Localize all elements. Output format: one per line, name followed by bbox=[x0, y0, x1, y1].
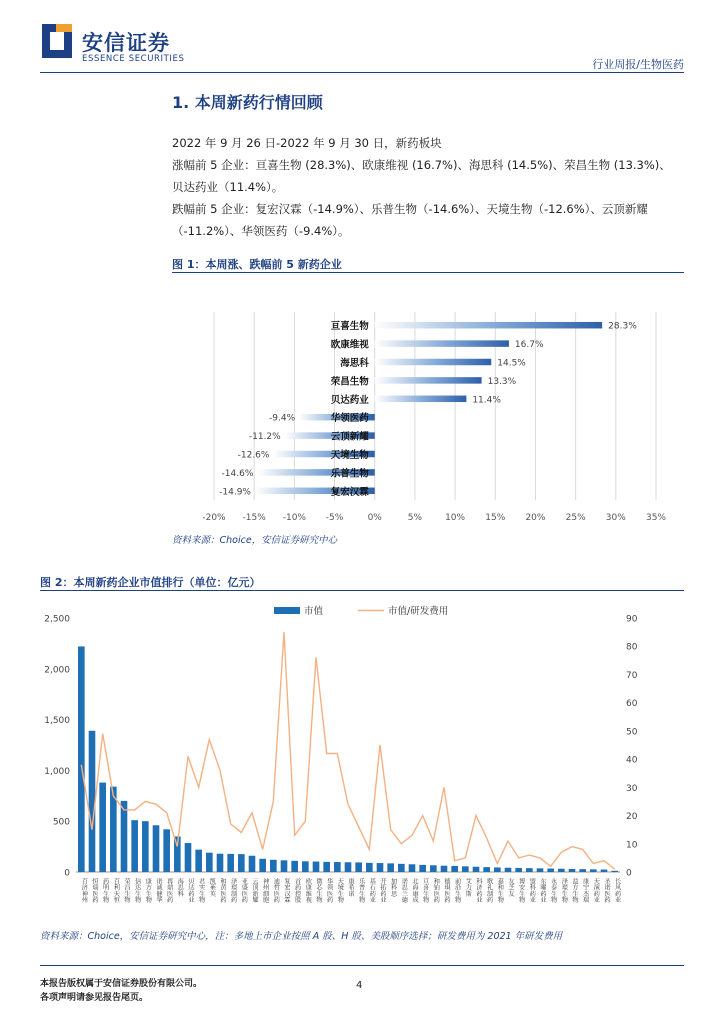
chart2-bar bbox=[494, 867, 501, 872]
chart2-bar bbox=[505, 868, 512, 872]
chart2-bar bbox=[89, 731, 96, 872]
chart2-bar bbox=[334, 862, 341, 872]
chart2-category-label: 圣诺医药 bbox=[603, 878, 610, 903]
chart2-right-tick: 80 bbox=[626, 642, 638, 653]
chart2-bar bbox=[419, 865, 426, 872]
chart2-bar bbox=[281, 860, 288, 872]
figure2-source: 资料来源：Choice，安信证券研究中心，注：多地上市企业按照 A 股、H 股、美股顺序选择；研发费用为 2021 年研发费用 bbox=[40, 931, 563, 942]
chart2-right-tick: 50 bbox=[626, 727, 638, 738]
chart1-category-label: 海思科 bbox=[340, 358, 369, 369]
chart1-category-label: 荣昌生物 bbox=[330, 376, 369, 388]
chart2-category-label: 百济神州 bbox=[80, 878, 88, 903]
chart2-category-label: 信达生物 bbox=[133, 878, 141, 903]
chart2-bar bbox=[537, 868, 544, 872]
chart2-category-label: 云顶新耀 bbox=[251, 878, 258, 903]
paragraph-gainers-2: 贝达药业（11.4%）。 bbox=[172, 180, 284, 194]
chart2-category-label: 荣昌生物 bbox=[123, 878, 130, 903]
chart2-left-tick: 1,000 bbox=[44, 766, 70, 777]
chart2-category-label: 友芝友 bbox=[507, 878, 514, 897]
chart2-category-label: 诺思兰德 bbox=[400, 878, 408, 903]
chart2-bar bbox=[217, 854, 224, 872]
chart2-left-tick: 2,000 bbox=[44, 665, 70, 676]
figure1-divider bbox=[172, 272, 684, 273]
figure1-source: 资料来源：Choice，安信证券研究中心 bbox=[172, 535, 338, 546]
chart2-category-label: 康方生物 bbox=[144, 878, 152, 903]
chart1-category-label: 亘喜生物 bbox=[330, 321, 369, 333]
chart2-bar bbox=[483, 867, 490, 872]
chart2-bar bbox=[270, 860, 277, 872]
chart2-category-label: 迪哲医药 bbox=[272, 878, 280, 903]
chart2-bar bbox=[601, 870, 608, 872]
chart2-bar bbox=[78, 646, 85, 872]
chart1-x-tick: 30% bbox=[605, 513, 626, 523]
chart1-x-tick: -5% bbox=[325, 513, 344, 523]
chart1-category-label: 欧康维视 bbox=[330, 339, 369, 351]
chart2-right-tick: 30 bbox=[626, 783, 638, 794]
header-divider bbox=[40, 72, 684, 73]
chart1-value-label: -9.4% bbox=[269, 413, 296, 424]
chart2-category-label: 亘喜生物 bbox=[421, 878, 429, 903]
chart2-category-label: 基石药业 bbox=[368, 878, 376, 903]
chart2-bar bbox=[355, 862, 362, 872]
chart2-bar bbox=[323, 862, 330, 872]
chart1-x-tick: -10% bbox=[282, 513, 306, 523]
chart2-category-label: 华领医药 bbox=[325, 878, 333, 903]
chart2-bar bbox=[515, 868, 522, 872]
chart2-category-label: 欧康维视 bbox=[304, 878, 312, 903]
chart1-bar bbox=[375, 359, 492, 366]
chart2-category-label: 艾力斯 bbox=[464, 878, 472, 897]
chart2-category-label: 北海康成 bbox=[411, 878, 418, 903]
chart2-bar bbox=[579, 869, 586, 872]
paragraph-date: 2022 年 9 月 26 日-2022 年 9 月 30 日，新药板块 bbox=[172, 136, 442, 150]
chart2-category-label: 凯莱英 bbox=[208, 878, 216, 897]
chart2-bar bbox=[185, 843, 192, 872]
chart2-right-tick: 70 bbox=[626, 670, 638, 681]
chart2-category-label: 和黄医药 bbox=[219, 878, 226, 903]
figure2-title: 图 2：本周新药企业市值排行（单位：亿元） bbox=[40, 576, 261, 589]
chart2-category-label: 前沿生物 bbox=[453, 878, 461, 903]
chart1-category-label: 云顶新耀 bbox=[330, 431, 369, 443]
figure2-divider bbox=[40, 590, 684, 591]
chart1-x-tick: 35% bbox=[645, 513, 667, 523]
chart2-bar bbox=[611, 871, 618, 872]
paragraph-gainers-1: 涨幅前 5 企业：亘喜生物 (28.3%)、欧康维视 (16.7%)、海思科 (14.5%)、荣昌生物 (13.3%)、 bbox=[172, 158, 671, 172]
chart2-category-label: 泽璟制药 bbox=[229, 878, 237, 903]
chart2-bar bbox=[238, 854, 245, 872]
chart1-category-label: 乐普生物 bbox=[330, 468, 369, 480]
page-number: 4 bbox=[356, 980, 363, 991]
chart2-right-tick: 40 bbox=[626, 755, 638, 766]
chart2-category-label: 和铂医药 bbox=[432, 878, 440, 903]
chart2-bar bbox=[249, 856, 256, 872]
chart1-category-label: 天境生物 bbox=[330, 450, 369, 461]
chart1-category-label: 华领医药 bbox=[330, 413, 369, 425]
chart2-category-label: 恒瑞医药 bbox=[91, 878, 98, 903]
chart1-value-label: 28.3% bbox=[608, 321, 637, 332]
chart2-bar bbox=[259, 859, 266, 872]
chart1-x-tick: 10% bbox=[445, 513, 466, 523]
chart1-x-tick: 5% bbox=[407, 513, 423, 523]
chart2-bar bbox=[345, 862, 352, 872]
chart2-bar bbox=[558, 869, 565, 872]
chart1-value-label: -11.2% bbox=[248, 432, 281, 443]
chart1-value-label: 14.5% bbox=[497, 358, 526, 369]
chart1-category-label: 复宏汉霖 bbox=[330, 486, 369, 498]
chart2-category-label: 乐普生物 bbox=[357, 878, 365, 903]
logo-text-cn: 安信证券 bbox=[82, 31, 170, 55]
chart1-bar bbox=[375, 396, 467, 403]
chart2-bar bbox=[462, 866, 469, 872]
section-title: 1. 本周新药行情回顾 bbox=[172, 93, 323, 112]
chart2-legend-label: 市值/研发费用 bbox=[388, 606, 449, 617]
chart1-x-tick: 15% bbox=[485, 513, 506, 523]
chart2-bar bbox=[121, 801, 128, 872]
chart2-category-label: 亚盛医药 bbox=[240, 878, 248, 903]
chart1-x-tick: 0% bbox=[367, 513, 382, 523]
chart1-value-label: 16.7% bbox=[514, 340, 544, 351]
chart2-category-label: 开拓药业 bbox=[379, 878, 386, 903]
chart1-x-tick: -20% bbox=[202, 513, 226, 523]
chart2-right-tick: 90 bbox=[626, 614, 638, 625]
chart2-bar bbox=[153, 825, 160, 872]
company-logo-icon bbox=[42, 24, 72, 58]
chart2-category-label: 首药控股 bbox=[293, 878, 301, 903]
chart2-bar bbox=[227, 854, 234, 872]
chart1-value-label: -14.9% bbox=[219, 487, 251, 498]
chart2-bar bbox=[473, 867, 480, 872]
chart2-category-label: 泽璟生物 bbox=[560, 878, 568, 903]
chart2-bar bbox=[99, 783, 106, 872]
chart1-value-label: 11.4% bbox=[472, 395, 501, 406]
chart2-bar bbox=[430, 865, 437, 872]
chart2-category-label: 复宏汉霖 bbox=[283, 878, 290, 903]
chart2-bar bbox=[398, 864, 405, 872]
chart2-category-label: 微芯生物 bbox=[315, 878, 322, 903]
chart1-category-label: 贝达药业 bbox=[330, 394, 369, 406]
chart2-bar bbox=[142, 821, 149, 872]
chart2-bar bbox=[441, 866, 448, 872]
chart2-category-label: 加科思 bbox=[389, 878, 397, 897]
chart2-right-tick: 0 bbox=[626, 868, 632, 879]
figure1-title: 图 1：本周涨、跌幅前 5 新药企业 bbox=[172, 258, 342, 271]
chart2-bar bbox=[302, 861, 309, 872]
chart2-category-label: 百利天恒 bbox=[112, 878, 120, 903]
chart2-left-tick: 2,500 bbox=[44, 614, 70, 625]
chart2-category-label: 康宁杰瑞 bbox=[581, 878, 589, 903]
chart2-bar bbox=[195, 850, 202, 872]
chart1-bar bbox=[375, 322, 602, 329]
chart2-bar bbox=[163, 829, 170, 872]
chart2-bar bbox=[569, 869, 576, 872]
chart2-bar bbox=[451, 866, 458, 872]
chart2-bar bbox=[206, 853, 213, 872]
chart2-category-label: 东曜药业 bbox=[539, 878, 546, 903]
chart2-legend-label: 市值 bbox=[304, 606, 324, 617]
chart2-right-tick: 10 bbox=[626, 840, 638, 851]
footer-copyright: 本报告版权属于安信证券股份有限公司。 bbox=[40, 979, 203, 989]
chart2-category-label: 嘉和生物 bbox=[496, 878, 504, 903]
chart2-bar bbox=[409, 864, 416, 872]
chart1-value-label: -14.6% bbox=[221, 468, 254, 479]
chart1-bar bbox=[375, 340, 509, 347]
chart2-category-label: 贝达药业 bbox=[187, 878, 194, 903]
chart2-category-label: 神州细胞 bbox=[261, 878, 269, 903]
chart1-bar bbox=[375, 377, 482, 384]
chart1-x-tick: 25% bbox=[565, 513, 586, 523]
footer-divider bbox=[40, 965, 684, 966]
chart2-category-label: 盟科药业 bbox=[528, 878, 536, 903]
logo-text-en: ESSENCE SECURITIES bbox=[82, 54, 185, 64]
chart2-right-tick: 20 bbox=[626, 812, 638, 823]
chart2-category-label: 博安生物 bbox=[517, 878, 525, 903]
chart2-left-tick: 1,500 bbox=[44, 716, 70, 727]
chart2-category-label: 科济药业 bbox=[475, 878, 482, 903]
chart2-category-label: 药明生物 bbox=[101, 878, 109, 903]
chart1-value-label: 13.3% bbox=[487, 376, 517, 387]
chart1-x-tick: -15% bbox=[242, 513, 266, 523]
chart2-category-label: 益方生物 bbox=[571, 878, 578, 903]
chart1-value-label: -12.6% bbox=[237, 450, 270, 461]
chart2-bar bbox=[366, 863, 373, 872]
chart2-category-label: 诺诚健华 bbox=[155, 878, 162, 903]
chart1-x-tick: 20% bbox=[525, 513, 546, 523]
chart2-bar bbox=[377, 863, 384, 872]
chart2-bar bbox=[547, 869, 554, 872]
chart2-category-label: 再鼎医药 bbox=[165, 878, 173, 903]
chart2-category-label: 歌礼制药 bbox=[485, 878, 493, 903]
chart2-bar bbox=[590, 869, 597, 872]
paragraph-losers-2: （-11.2%）、华领医药（-9.4%）。 bbox=[172, 224, 350, 238]
chart2-bar bbox=[291, 861, 298, 872]
footer-disclaimer: 各项声明请参见报告尾页。 bbox=[40, 993, 149, 1003]
report-type: 行业周报/生物医药 bbox=[592, 58, 684, 71]
chart2-legend-swatch-bar bbox=[274, 607, 300, 614]
chart2-category-label: 永泰生物 bbox=[549, 878, 557, 903]
paragraph-losers-1: 跌幅前 5 企业：复宏汉霖（-14.9%）、乐普生物（-14.6%）、天境生物（-12.6%）、云顶新耀 bbox=[172, 202, 648, 216]
chart2-left-tick: 0 bbox=[64, 868, 70, 879]
chart2-category-label: 君实生物 bbox=[197, 878, 205, 903]
figure1-chart bbox=[172, 296, 684, 532]
chart2-category-label: 天境生物 bbox=[336, 878, 344, 903]
chart2-category-label: 康希诺 bbox=[347, 878, 354, 897]
chart2-bar bbox=[387, 863, 394, 872]
chart2-category-label: 海思科 bbox=[176, 878, 184, 897]
chart2-category-label: 天演药业 bbox=[592, 878, 600, 903]
chart2-bar bbox=[526, 868, 533, 872]
chart2-category-label: 德琪医药 bbox=[443, 878, 450, 903]
chart2-bar bbox=[313, 862, 320, 872]
chart2-line-series bbox=[81, 632, 614, 869]
chart2-right-tick: 60 bbox=[626, 699, 638, 710]
figure2-chart bbox=[40, 596, 684, 926]
chart2-category-label: 长风药业 bbox=[613, 878, 621, 903]
chart2-bar bbox=[131, 820, 138, 872]
chart2-left-tick: 500 bbox=[52, 817, 70, 828]
